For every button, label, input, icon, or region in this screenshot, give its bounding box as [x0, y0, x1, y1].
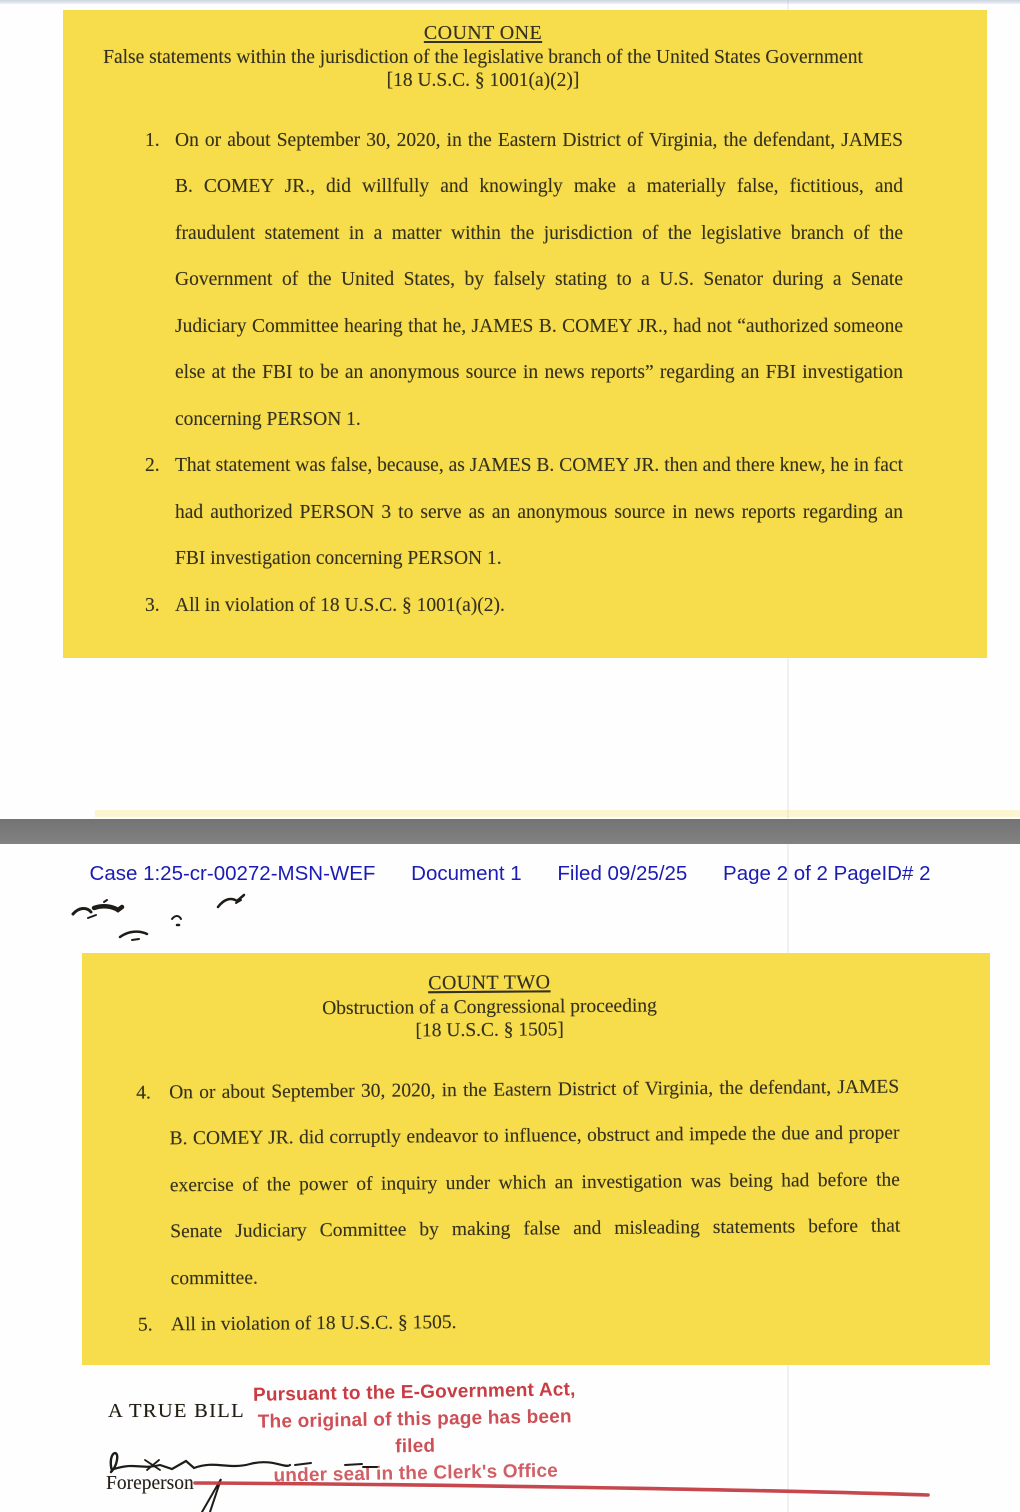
paragraph-number: 5. [137, 1314, 153, 1336]
page-edge-artifact [95, 810, 1020, 817]
count-one-heading [63, 22, 903, 93]
count-one-subtitle: False statements within the jurisdiction of the legislative branch of the United States Government [103, 46, 863, 68]
ecf-case-header [0, 862, 1020, 886]
paragraph-text: That statement was false, because, as JAMES B. COMEY JR. then and there knew, he in fact had authorized PERSON 3 to serve as an anonymous source in news reports regarding an FBI investigation concerning PERSON 1. [175, 455, 903, 569]
paragraph-text: On or about September 30, 2020, in the Eastern District of Virginia, the defendant, JAMES B. COMEY JR., did willfully and knowingly make a materially false, fictitious, and fraudulent statement in a matter within the jurisdiction of the legislative branch of the Government of the United States, by falsely stating to a U.S. Senator during a Senate Judiciary Committee hearing that he, JAMES B. COMEY JR., had not “authorized someone else at the FBI to be an anonymous source in news reports” regarding an FBI investigation concerning PERSON 1. [175, 129, 903, 430]
true-bill-label: A TRUE BILL [108, 1400, 245, 1422]
stamp-line-2: The original of this page has been filed [257, 1406, 572, 1458]
ink-smudge-marks [60, 893, 320, 948]
count-one-paragraph-1 [63, 118, 903, 444]
count-two-paragraphs [81, 1064, 901, 1349]
count-two-statute: [18 U.S.C. § 1505] [415, 1019, 564, 1042]
count-one-paragraph-3 [63, 583, 903, 630]
count-two-content [80, 969, 901, 1350]
count-two-title: COUNT TWO [428, 971, 551, 995]
count-two-paragraph-5 [83, 1297, 901, 1350]
paragraph-number: 4. [136, 1081, 151, 1104]
scan-divider-bar [0, 819, 1020, 844]
document-number: Document 1 [411, 862, 522, 885]
count-two-section [82, 953, 990, 1365]
paragraph-text: All in violation of 18 U.S.C. § 1001(a)(2). [175, 594, 505, 616]
foreperson-label: Foreperson [106, 1473, 194, 1494]
count-one-paragraph-2 [63, 443, 903, 583]
paragraph-number: 2. [145, 455, 160, 476]
count-two-subtitle: Obstruction of a Congressional proceeding [322, 994, 657, 1019]
paragraph-text: All in violation of 18 U.S.C. § 1505. [170, 1312, 457, 1336]
paragraph-text: On or about September 30, 2020, in the Eastern District of Virginia, the defendant, JAMES B. COMEY JR. did corruptly endeavor to influence, obstruct and impede the due and proper exercise of the power of inquiry under which an investigation was being had before the Senate Judiciary Committee by making false and misleading statements before that committee. [169, 1076, 901, 1289]
count-one-paragraphs [63, 118, 903, 630]
scan-edge-line [0, 0, 1020, 4]
count-two-heading [80, 969, 899, 1046]
count-one-section [63, 10, 987, 658]
page-id: Page 2 of 2 PageID# 2 [723, 862, 931, 885]
paragraph-number: 3. [145, 594, 160, 616]
case-number: Case 1:25-cr-00272-MSN-WEF [89, 862, 376, 885]
count-one-statute: [18 U.S.C. § 1001(a)(2)] [386, 70, 580, 91]
paragraph-number: 1. [145, 129, 160, 151]
stamp-line-3: under seal in the Clerk's Office [273, 1460, 559, 1487]
count-two-paragraph-4 [81, 1064, 901, 1303]
filed-date: Filed 09/25/25 [557, 862, 688, 885]
count-one-title: COUNT ONE [423, 22, 543, 44]
foreperson-signature [90, 1443, 950, 1512]
stamp-line-1: Pursuant to the E-Government Act, [252, 1379, 576, 1406]
